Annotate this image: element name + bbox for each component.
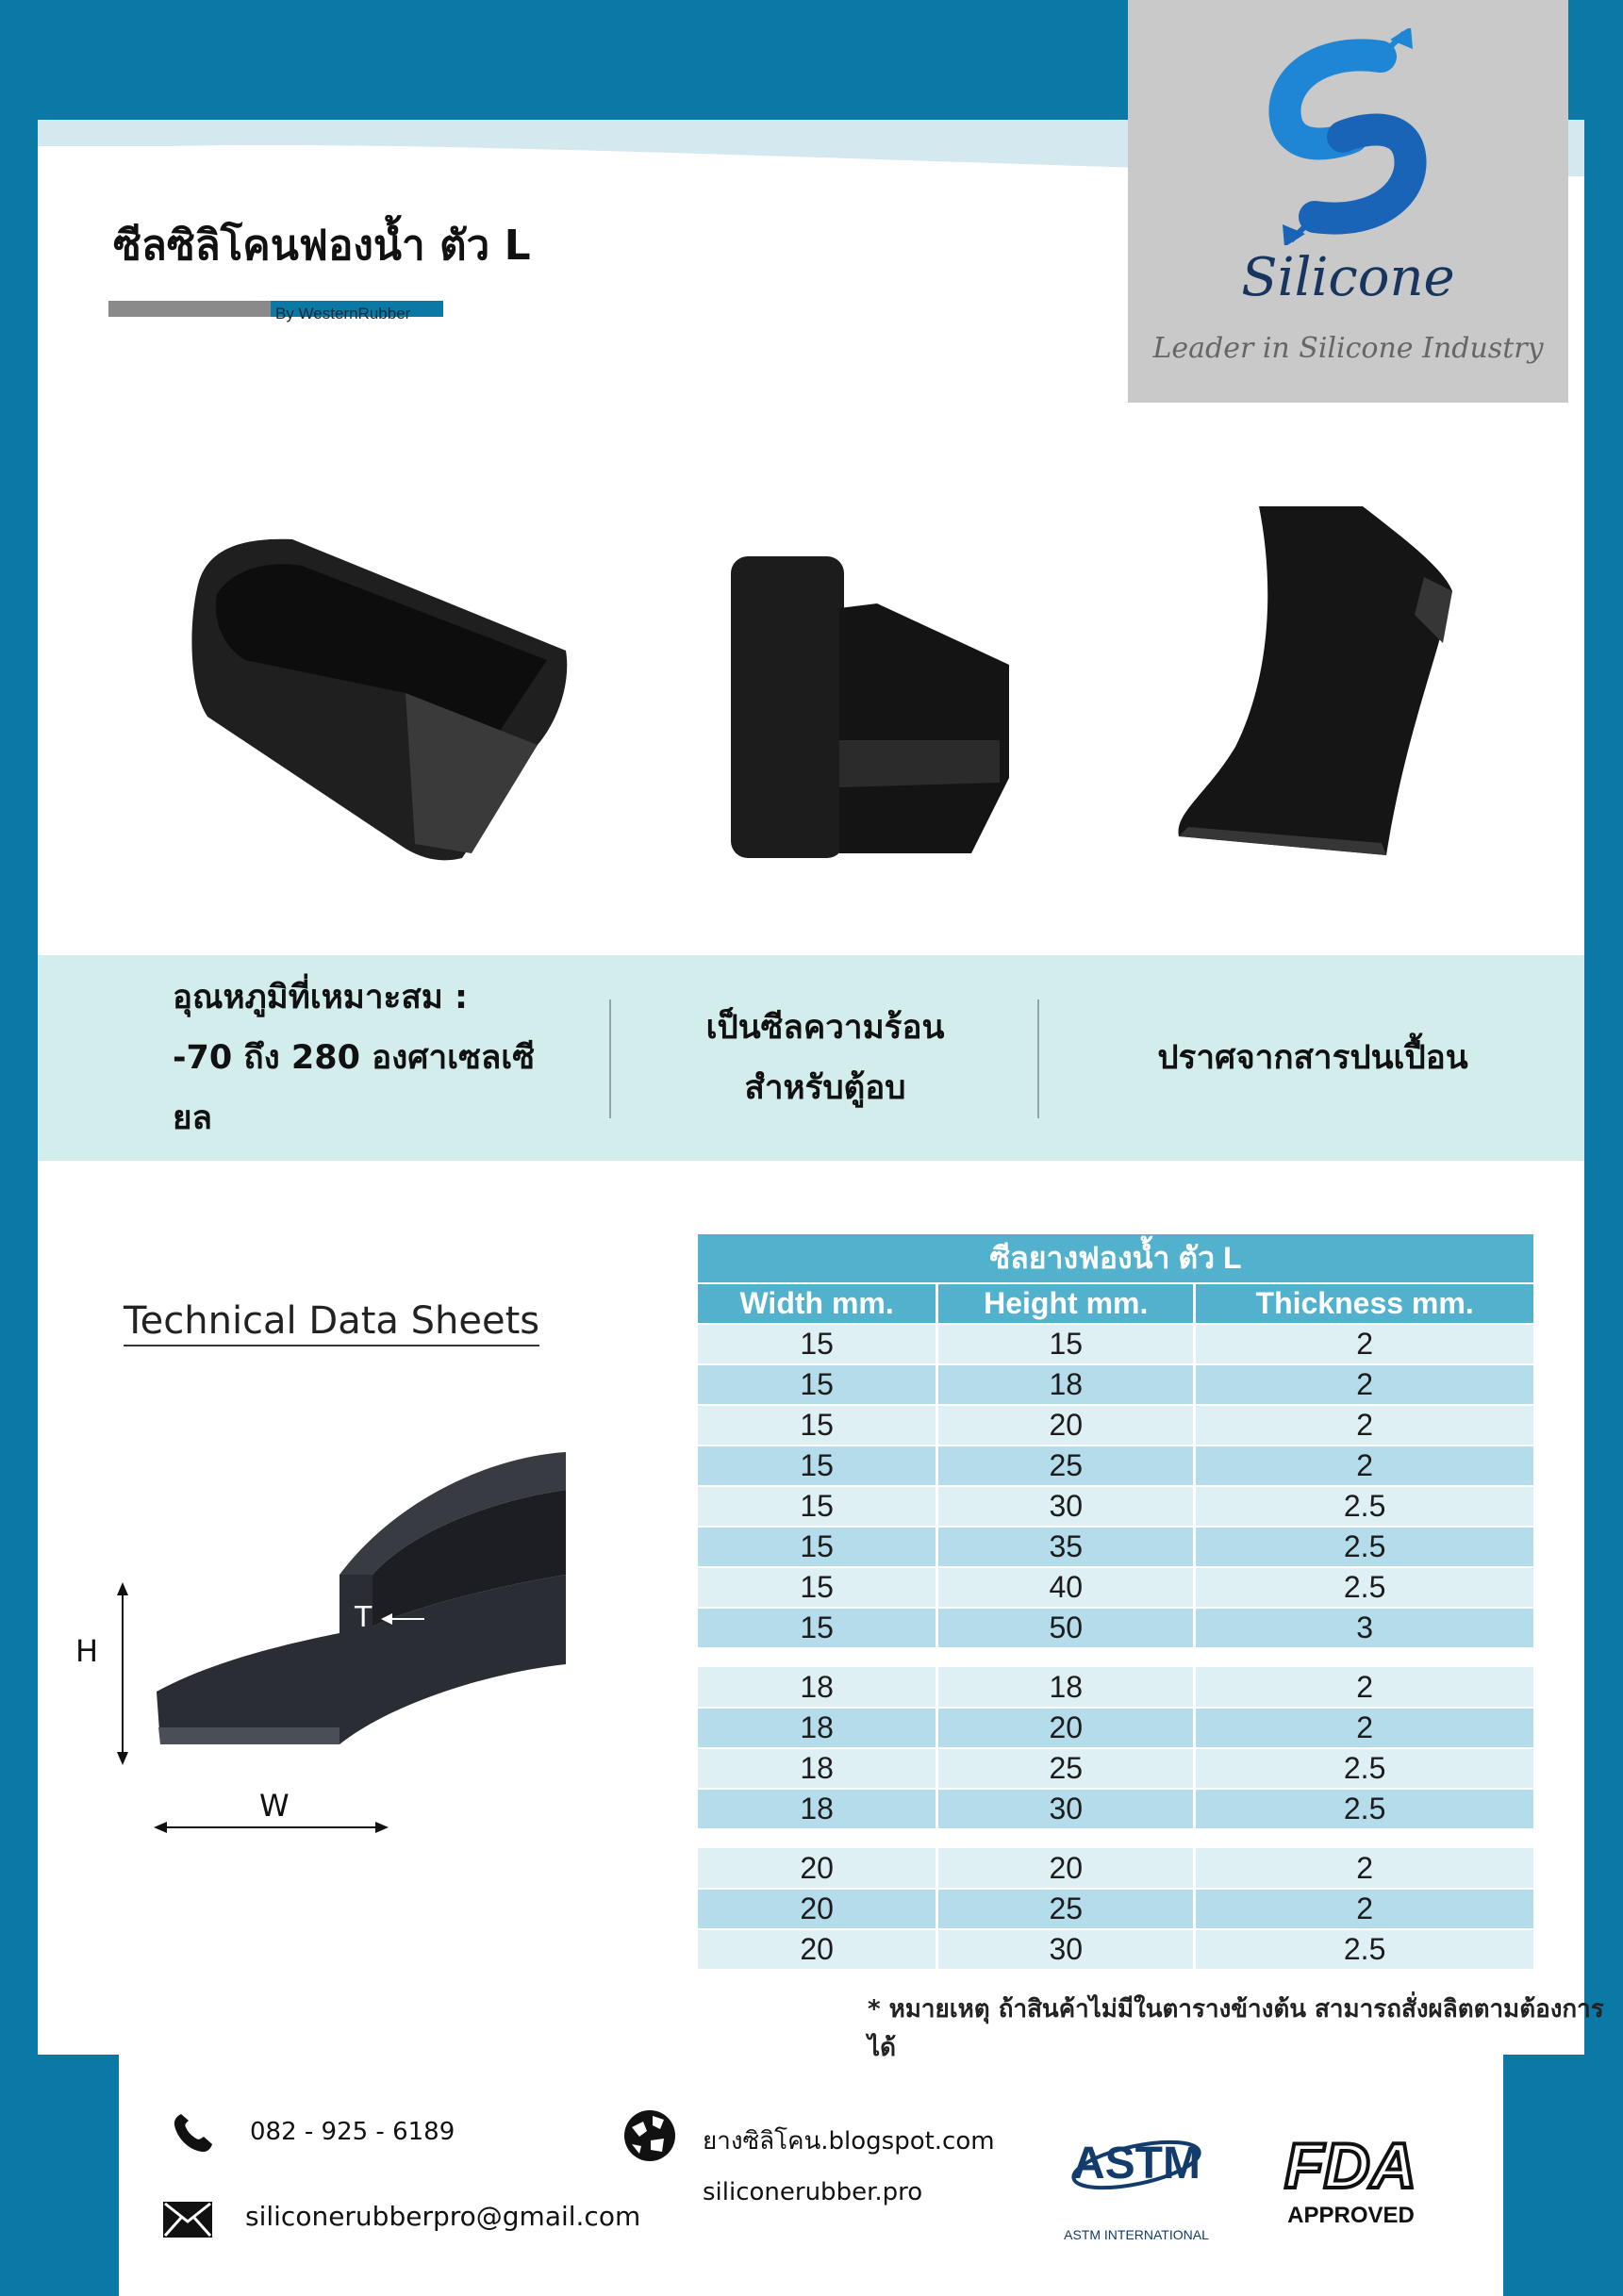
table-row: [698, 1708, 1535, 1748]
phone-number[interactable]: 082 - 925 - 6189: [250, 2118, 455, 2146]
page-title: ซีลซิลิโคนฟองน้ำ ตัว L: [113, 222, 531, 270]
column-header-thickness: Thickness mm.: [1195, 1283, 1535, 1324]
table-row: [698, 1364, 1535, 1405]
cell-thickness: 2: [1195, 1405, 1535, 1445]
cell-height: 25: [937, 1889, 1195, 1929]
logo-tagline: Leader in Silicone Industry: [1152, 332, 1544, 365]
fda-approved-label: APPROVED: [1287, 2203, 1415, 2228]
cell-height: 40: [937, 1567, 1195, 1608]
table-row: [698, 1889, 1535, 1929]
cell-height: 18: [937, 1364, 1195, 1405]
technical-data-heading: Technical Data Sheets: [124, 1299, 539, 1346]
feature-temperature-line2: -70 ถึง 280 องศาเซลเซียล: [173, 1039, 535, 1137]
table-row: [698, 1748, 1535, 1789]
table-row: [698, 1405, 1535, 1445]
cell-thickness: 2: [1195, 1708, 1535, 1748]
feature-heat-seal-line2: สำหรับตู้อบ: [744, 1069, 906, 1107]
column-header-width: Width mm.: [698, 1283, 937, 1324]
table-row: [698, 1929, 1535, 1970]
cell-thickness: 2.5: [1195, 1929, 1535, 1970]
cell-height: 20: [937, 1848, 1195, 1889]
cell-height: 30: [937, 1789, 1195, 1829]
cell-height: 25: [937, 1748, 1195, 1789]
astm-logo-icon: [1066, 2120, 1207, 2223]
cell-thickness: 2: [1195, 1445, 1535, 1486]
table-row: [698, 1567, 1535, 1608]
table-row: [698, 1848, 1535, 1889]
feature-divider: [1037, 999, 1039, 1118]
group-spacer-cell: [698, 1648, 1535, 1667]
cell-width: 18: [698, 1667, 937, 1708]
cell-width: 18: [698, 1708, 937, 1748]
cell-width: 20: [698, 1848, 937, 1889]
email-icon: [162, 2201, 213, 2238]
table-row: [698, 1445, 1535, 1486]
table-row: [698, 1527, 1535, 1567]
cell-thickness: 2: [1195, 1848, 1535, 1889]
l-profile-dimension-diagram: [66, 1433, 575, 1848]
diagram-label-w: W: [259, 1788, 290, 1824]
feature-no-contaminants-line1: ปราศจากสารปนเปื้อน: [1157, 1039, 1468, 1077]
group-spacer: [698, 1648, 1535, 1667]
feature-temperature: [173, 955, 569, 1161]
company-logo: [1128, 0, 1568, 403]
cell-height: 35: [937, 1527, 1195, 1567]
cell-thickness: 2.5: [1195, 1748, 1535, 1789]
feature-divider: [609, 999, 611, 1118]
cell-width: 15: [698, 1527, 937, 1567]
astm-label: ASTM INTERNATIONAL: [1064, 2227, 1209, 2242]
cell-thickness: 2.5: [1195, 1486, 1535, 1527]
svg-text:FDA: FDA: [1284, 2133, 1416, 2199]
cell-height: 18: [937, 1667, 1195, 1708]
table-row: [698, 1608, 1535, 1648]
logo-wordmark: Silicone: [1241, 247, 1455, 308]
cell-thickness: 3: [1195, 1608, 1535, 1648]
feature-temperature-line1: อุณหภูมิที่เหมาะสม :: [173, 979, 468, 1016]
cell-width: 15: [698, 1405, 937, 1445]
cell-width: 20: [698, 1929, 937, 1970]
group-spacer: [698, 1829, 1535, 1848]
product-photo-3: [1169, 502, 1462, 860]
column-header-height: Height mm.: [937, 1283, 1195, 1324]
feature-heat-seal-line1: เป็นซีลความร้อน: [705, 1009, 945, 1047]
cell-thickness: 2.5: [1195, 1567, 1535, 1608]
cell-height: 15: [937, 1324, 1195, 1364]
cell-thickness: 2: [1195, 1364, 1535, 1405]
cell-width: 18: [698, 1748, 937, 1789]
cell-thickness: 2: [1195, 1889, 1535, 1929]
cell-height: 20: [937, 1708, 1195, 1748]
cell-thickness: 2: [1195, 1667, 1535, 1708]
cell-width: 15: [698, 1445, 937, 1486]
byline: By WesternRubber: [275, 305, 411, 322]
table-row: [698, 1789, 1535, 1829]
website-link-pro[interactable]: siliconerubber.pro: [703, 2178, 923, 2206]
email-address[interactable]: siliconerubberpro@gmail.com: [245, 2201, 641, 2232]
table-row: [698, 1486, 1535, 1527]
group-spacer-cell: [698, 1829, 1535, 1848]
cell-width: 15: [698, 1486, 937, 1527]
cell-thickness: 2: [1195, 1324, 1535, 1364]
spec-table-caption: ซีลยางฟองน้ำ ตัว L: [698, 1234, 1535, 1283]
cell-width: 15: [698, 1567, 937, 1608]
cell-width: 20: [698, 1889, 937, 1929]
cell-thickness: 2.5: [1195, 1527, 1535, 1567]
cell-height: 30: [937, 1486, 1195, 1527]
cell-height: 50: [937, 1608, 1195, 1648]
cell-width: 15: [698, 1364, 937, 1405]
feature-band: [38, 955, 1584, 1161]
product-photo-2: [726, 552, 1009, 863]
diagram-label-h: H: [75, 1633, 99, 1669]
phone-icon: [170, 2110, 215, 2156]
table-row: [698, 1324, 1535, 1364]
cell-width: 15: [698, 1608, 937, 1648]
feature-heat-seal: [613, 955, 1037, 1161]
product-photo-1: [179, 528, 585, 867]
cell-height: 30: [937, 1929, 1195, 1970]
diagram-label-t: T: [355, 1601, 373, 1634]
fda-logo-icon: [1278, 2133, 1424, 2199]
spec-table: [698, 1234, 1536, 1971]
feature-no-contaminants: [1041, 955, 1584, 1161]
title-underline-grey: [108, 301, 271, 317]
silicone-s-logo-icon: [1239, 28, 1456, 245]
cell-width: 15: [698, 1324, 937, 1364]
cell-width: 18: [698, 1789, 937, 1829]
svg-text:ASTM: ASTM: [1072, 2139, 1201, 2189]
globe-icon: [622, 2108, 677, 2163]
cell-height: 20: [937, 1405, 1195, 1445]
cell-thickness: 2.5: [1195, 1789, 1535, 1829]
website-link-blogspot[interactable]: ยางซิลิโคน.blogspot.com: [703, 2127, 995, 2156]
table-row: [698, 1667, 1535, 1708]
table-footnote: * หมายเหตุ ถ้าสินค้าไม่มีในตารางข้างต้น สามารถสั่งผลิตตามต้องการได้: [868, 1995, 1604, 2062]
cell-height: 25: [937, 1445, 1195, 1486]
